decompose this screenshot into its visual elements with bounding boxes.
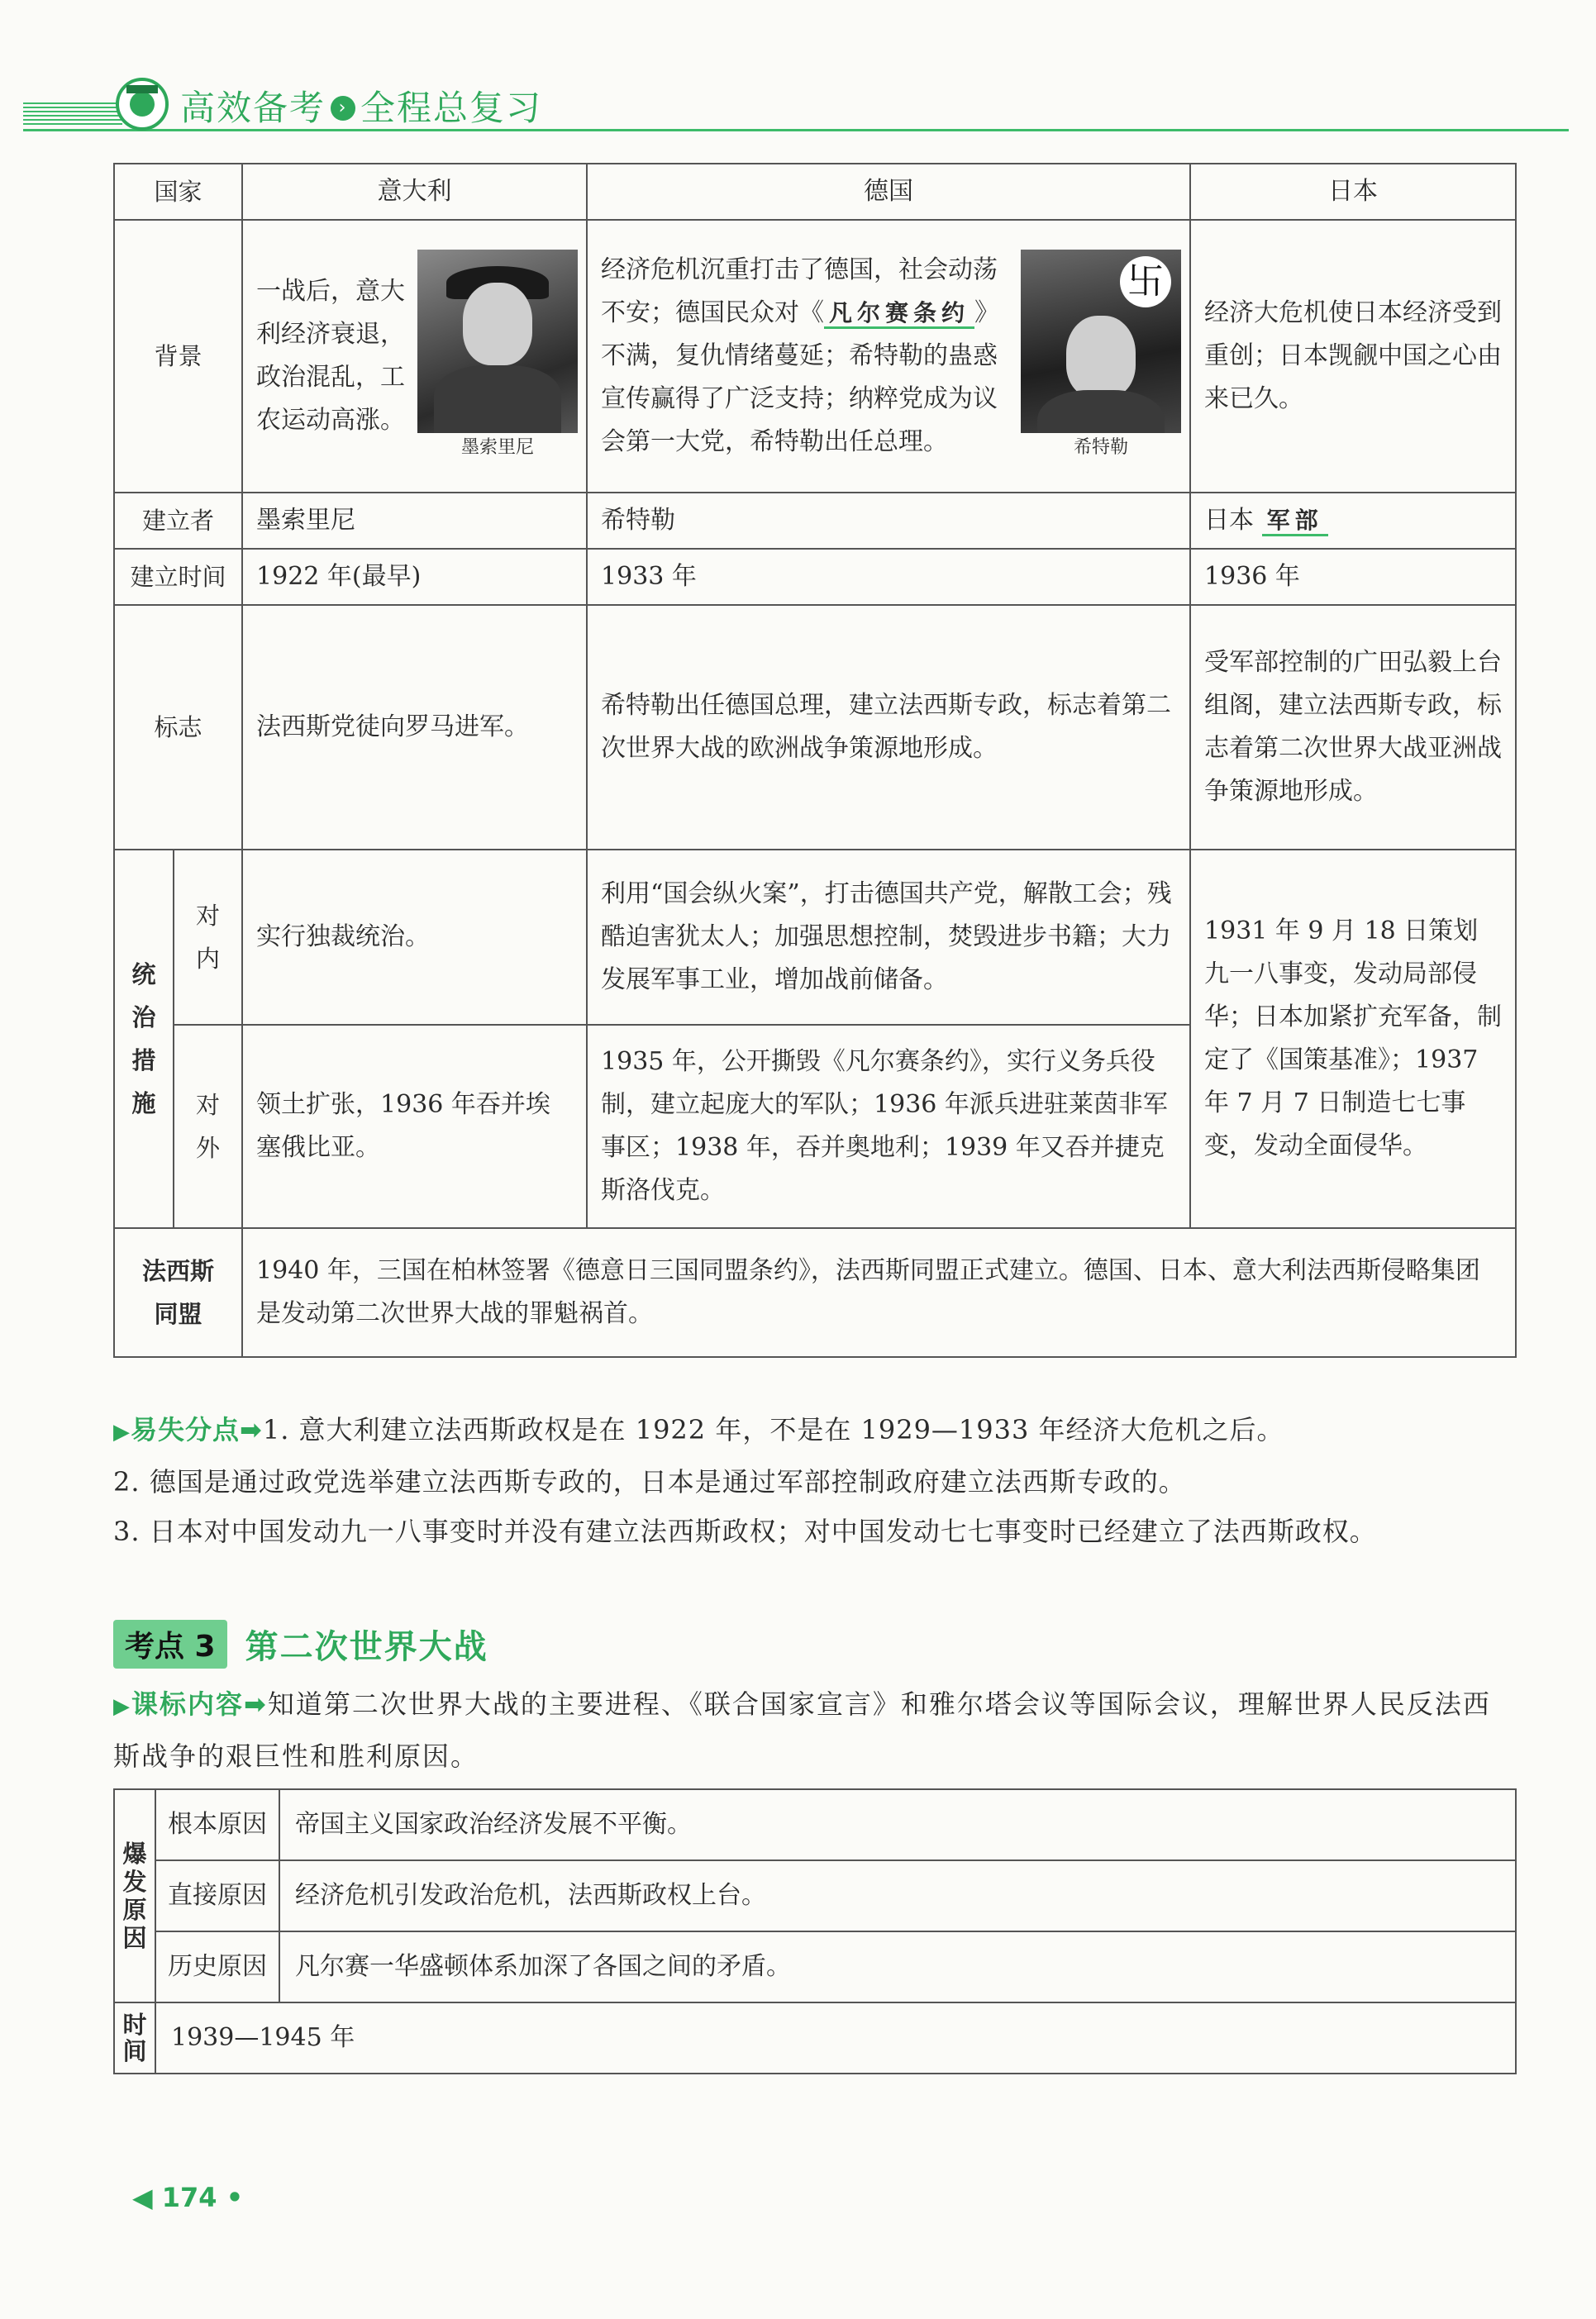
- table-row: [114, 1931, 1516, 2002]
- hitler-photo: [1021, 250, 1181, 463]
- page-header: [23, 69, 1569, 136]
- alliance-label-b: 同盟: [154, 1300, 202, 1328]
- alliance-text: 1940 年，三国在柏林签署《德意日三国同盟条约》，法西斯同盟正式建立。德国、日本、意大利法西斯侵略集团是发动第二次世界大战的罪魁祸首。: [242, 1228, 1516, 1357]
- germany-founder: 希特勒: [587, 493, 1190, 549]
- italy-inner: 实行独裁统治。: [242, 850, 587, 1025]
- cause-text: 经济危机引发政治危机，法西斯政权上台。: [279, 1860, 1516, 1931]
- note-2: 2. 德国是通过政党选举建立法西斯专政的，日本是通过军部控制政府建立法西斯专政的。: [113, 1466, 1186, 1498]
- germany-outer: 1935 年，公开撕毁《凡尔赛条约》，实行义务兵役制，建立起庞大的军队；1936 年派兵进驻莱茵非军事区；1938 年，吞并奥地利；1939 年又吞并捷克斯洛伐克。: [587, 1025, 1190, 1228]
- row-label-causes: 爆发原因: [114, 1789, 155, 2002]
- row-label-alliance: [114, 1228, 242, 1357]
- row-label-sign: 标志: [114, 605, 242, 850]
- germany-time: 1933 年: [587, 549, 1190, 605]
- section-heading: [113, 1618, 488, 1669]
- japan-time: 1936 年: [1190, 549, 1516, 605]
- header-title-b: 全程总复习: [360, 88, 543, 128]
- table-row: [114, 1228, 1516, 1357]
- italy-sign: 法西斯党徒向罗马进军。: [242, 605, 587, 850]
- row-label-time: 建立时间: [114, 549, 242, 605]
- note-1-text: 1. 意大利建立法西斯政权是在 1922 年，不是在 1929—1933 年经济大危机之后。: [262, 1414, 1284, 1445]
- header-stripes: [23, 102, 122, 126]
- japan-background-text: 经济大危机使日本经济受到重创；日本觊觎中国之心由来已久。: [1190, 220, 1516, 493]
- note-1: [113, 1405, 1518, 1457]
- hitler-caption: 希特勒: [1074, 437, 1129, 458]
- table-row: [114, 220, 1516, 493]
- war-time: 1939—1945 年: [155, 2002, 1516, 2074]
- japan-sign: 受军部控制的广田弘毅上台组阁，建立法西斯专政，标志着第二次世界大战亚洲战争策源地形成。: [1190, 605, 1516, 850]
- table-row: [114, 164, 1516, 220]
- notes-tag: 易失分点: [131, 1414, 241, 1445]
- cause-label: 根本原因: [155, 1789, 279, 1860]
- cause-label: 历史原因: [155, 1931, 279, 2002]
- germany-background-cell: [587, 220, 1190, 493]
- col-header-country: 国家: [114, 164, 242, 220]
- germany-background-a: 经济危机沉重打击了德国，社会动荡不安；德国民众对《: [601, 255, 998, 327]
- japan-rule: 1931 年 9 月 18 日策划九一八事变，发动局部侵华；日本加紧扩充军备，制定了《国策基准》；1937 年 7 月 7 日制造七七事变，发动全面侵华。: [1190, 850, 1516, 1228]
- table-row: [114, 493, 1516, 549]
- handwritten-answer: 凡尔赛条约: [824, 299, 974, 329]
- triangle-icon: ▶: [113, 1420, 131, 1445]
- note-3: 3. 日本对中国发动九一八事变时并没有建立法西斯政权；对中国发动七七事变时已经建立了法西斯政权。: [113, 1516, 1377, 1547]
- japan-founder: [1190, 493, 1516, 549]
- curriculum-content: [113, 1679, 1518, 1781]
- header-title: [180, 81, 542, 131]
- table-row: [114, 2002, 1516, 2074]
- mussolini-photo: [417, 250, 578, 463]
- cause-text: 凡尔赛一华盛顿体系加深了各国之间的矛盾。: [279, 1931, 1516, 2002]
- section-title: 第二次世界大战: [245, 1627, 488, 1666]
- fascism-comparison-table: [113, 163, 1517, 1358]
- table-row: [114, 1860, 1516, 1931]
- germany-inner: 利用“国会纵火案”，打击德国共产党，解散工会；残酷迫害犹太人；加强思想控制，焚毁进步书籍；大力发展军事工业，增加战前储备。: [587, 850, 1190, 1025]
- arrow-icon: ➡: [240, 1414, 263, 1445]
- germany-background-text: [601, 249, 1009, 464]
- curriculum-tag: 课标内容: [131, 1688, 245, 1720]
- table-row: [114, 1789, 1516, 1860]
- germany-sign: 希特勒出任德国总理，建立法西斯专政，标志着第二次世界大战的欧洲战争策源地形成。: [587, 605, 1190, 850]
- italy-background-text: 一战后，意大利经济衰退，政治混乱，工农运动高涨。: [256, 277, 406, 435]
- student-logo-icon: [116, 78, 169, 131]
- table-row: [114, 605, 1516, 850]
- ww2-causes-table: [113, 1788, 1517, 2074]
- row-label-inner: 对内: [174, 850, 242, 1025]
- row-label-background: 背景: [114, 220, 242, 493]
- curriculum-text: 知道第二次世界大战的主要进程、《联合国家宣言》和雅尔塔会议等国际会议，理解世界人民反法西斯战争的艰巨性和胜利原因。: [113, 1688, 1491, 1772]
- row-label-founder: 建立者: [114, 493, 242, 549]
- triangle-icon: ▶: [113, 1694, 131, 1719]
- italy-outer: 领土扩张，1936 年吞并埃塞俄比亚。: [242, 1025, 587, 1228]
- alliance-label-a: 法西斯: [142, 1257, 215, 1285]
- mussolini-caption: 墨索里尼: [461, 437, 535, 458]
- italy-time: 1922 年(最早): [242, 549, 587, 605]
- row-label-rule: 统治措施: [114, 850, 174, 1228]
- error-prone-notes: [113, 1405, 1518, 1556]
- arrow-icon: ➡: [244, 1688, 268, 1720]
- row-label-outer: 对外: [174, 1025, 242, 1228]
- col-header-germany: 德国: [587, 164, 1190, 220]
- arrow-right-icon: ›: [331, 96, 355, 121]
- header-title-a: 高效备考: [180, 88, 326, 128]
- japan-founder-a: 日本: [1204, 506, 1255, 535]
- cause-label: 直接原因: [155, 1860, 279, 1931]
- italy-background-cell: [242, 220, 587, 493]
- table-row: [114, 549, 1516, 605]
- germany-background-b: 》不满，复仇情绪蔓延；希特勒的蛊惑宣传赢得了广泛支持；纳粹党成为议会第一大党，希特勒出任总理。: [601, 298, 1000, 456]
- cause-text: 帝国主义国家政治经济发展不平衡。: [279, 1789, 1516, 1860]
- handwritten-answer: 军部: [1262, 507, 1328, 536]
- page-number: ◀ 174 •: [132, 2182, 244, 2213]
- section-label: 考点 3: [113, 1620, 227, 1669]
- col-header-italy: 意大利: [242, 164, 587, 220]
- row-label-time: 时间: [114, 2002, 155, 2074]
- table-row: [114, 850, 1516, 1025]
- page-number-value: 174: [161, 2182, 217, 2213]
- swastika-flag-icon: 卐: [1120, 256, 1171, 307]
- col-header-japan: 日本: [1190, 164, 1516, 220]
- italy-founder: 墨索里尼: [242, 493, 587, 549]
